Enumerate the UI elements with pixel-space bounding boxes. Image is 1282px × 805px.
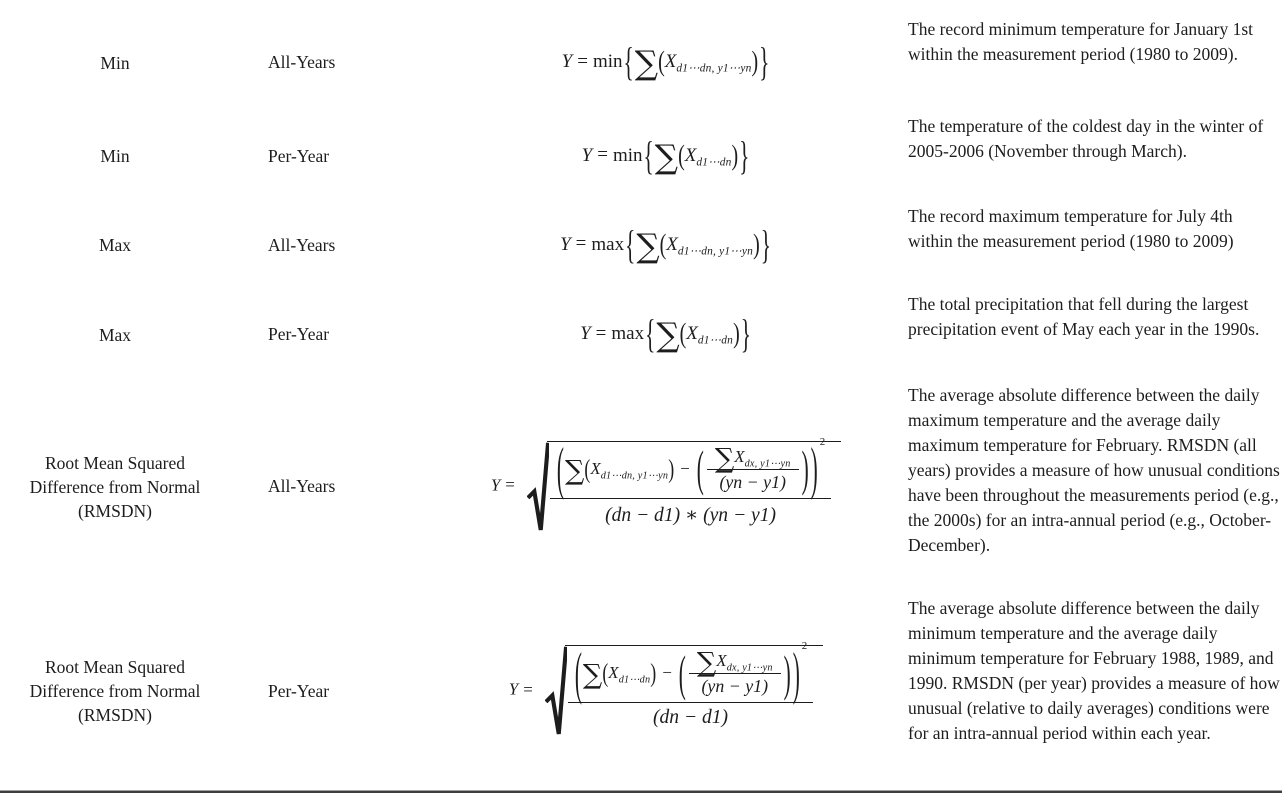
formula-cell: [430, 380, 902, 593]
left-paren: (: [678, 644, 686, 702]
inner-numerator: [689, 647, 781, 679]
equals-sign: =: [597, 144, 608, 166]
left-brace: {: [625, 221, 636, 267]
formula-min-all-years: [561, 38, 771, 85]
formula-cell: [430, 289, 902, 380]
math-subscript: d1⋯dn, y1⋯yn: [676, 62, 752, 75]
math-subscript: dx, y1⋯yn: [744, 458, 791, 470]
right-brace: }: [740, 310, 751, 357]
table-row: [0, 380, 1282, 593]
left-brace: {: [645, 310, 656, 357]
outer-denominator: (dn − d1): [568, 702, 813, 729]
equals-sign: =: [595, 322, 607, 344]
left-brace: {: [643, 132, 654, 178]
formula-max-per-year: [580, 310, 752, 357]
square-root: [545, 639, 823, 737]
right-paren: ): [733, 317, 740, 350]
function-name: Root Mean Squared Difference from Normal (RMSDN): [29, 452, 201, 521]
left-paren: (: [584, 453, 591, 483]
right-brace: }: [760, 221, 771, 267]
math-var-x: X: [608, 663, 619, 683]
math-subscript: d1⋯dn: [697, 334, 734, 347]
function-name: Min: [100, 52, 130, 73]
math-subscript: d1⋯dn: [618, 674, 651, 686]
summation-symbol: ∑: [656, 316, 680, 355]
example-description: The average absolute difference between the daily minimum temperature and the average daily minimum temperature for February 1988, 1989, and 1990. RMSDN (per year) provides a measure of how unusual (relative to daily averages) conditions were for an intra-annual period within each year.: [908, 598, 1280, 743]
math-var-x: X: [716, 651, 727, 671]
right-paren: ): [810, 435, 818, 502]
formula-max-all-years: [560, 221, 772, 267]
math-func: max: [611, 322, 645, 344]
inner-denominator: (yn − y1): [689, 673, 781, 697]
math-subscript: d1⋯dn, y1⋯yn: [677, 245, 754, 258]
left-paren: (: [678, 139, 685, 172]
math-var-x: X: [734, 446, 745, 466]
table-row: [0, 593, 1282, 789]
formula-cell: [430, 593, 902, 789]
minus-sign: −: [662, 663, 672, 683]
formula-cell: [430, 14, 902, 111]
equals-sign: =: [577, 50, 588, 72]
outer-denominator: (dn − d1) ∗ (yn − y1): [550, 498, 831, 527]
right-paren: ): [792, 639, 800, 706]
math-var-x: X: [684, 144, 697, 166]
math-var-x: X: [664, 50, 677, 72]
right-paren: ): [753, 228, 760, 261]
function-name: Root Mean Squared Difference from Normal (RMSDN): [29, 657, 201, 725]
math-var-y: Y: [561, 50, 573, 72]
period-label: Per-Year: [268, 680, 330, 701]
left-brace: {: [623, 38, 634, 85]
summation-symbol: ∑: [636, 226, 660, 265]
summation-symbol: ∑: [582, 659, 603, 691]
math-func: max: [591, 233, 625, 255]
example-description: The average absolute difference between the daily maximum temperature and the average daily maximum temperature for February. RMSDN (all years) provides a measure of how unusual conditions have been throughout the measurements period (e.g., the 2000s) for an intra-annual period (e.g., October-December).: [908, 385, 1280, 555]
radicand: [547, 435, 841, 533]
left-paren: (: [696, 440, 704, 497]
period-label: Per-Year: [268, 145, 330, 166]
example-description: The total precipitation that fell during the largest precipitation event of May each year in the 1990s.: [908, 294, 1260, 339]
radicand: [565, 639, 823, 737]
math-func: min: [612, 144, 643, 166]
radical-sign-icon: [527, 441, 549, 533]
equals-sign: =: [575, 233, 587, 255]
formula-min-per-year: [581, 132, 751, 178]
inner-numerator: [707, 443, 799, 475]
example-description: The temperature of the coldest day in the winter of 2005-2006 (November through March).: [908, 116, 1264, 161]
math-var-y: Y: [490, 475, 501, 495]
exponent: 2: [819, 435, 826, 448]
table-row: [0, 201, 1282, 289]
inner-denominator: (yn − y1): [707, 469, 799, 493]
left-paren: (: [602, 658, 609, 688]
table-row: [0, 289, 1282, 380]
right-paren: ): [731, 139, 739, 172]
period-label: All-Years: [268, 52, 336, 72]
summation-symbol: ∑: [696, 647, 717, 679]
right-paren: ): [751, 45, 759, 78]
math-subscript: d1⋯dn: [696, 156, 732, 169]
math-var-y: Y: [508, 679, 519, 699]
left-paren: (: [659, 228, 667, 261]
math-var-y: Y: [580, 322, 591, 344]
square-root: [527, 435, 841, 533]
example-description: The record minimum temperature for January 1st within the measurement period (1980 to 2009).: [908, 19, 1254, 64]
period-label: Per-Year: [268, 324, 330, 344]
outer-fraction: [568, 639, 813, 729]
math-var-y: Y: [560, 233, 571, 255]
period-label: All-Years: [268, 234, 336, 255]
table-row: [0, 14, 1282, 111]
math-var-x: X: [686, 322, 698, 344]
radical-sign-icon: [545, 645, 567, 737]
math-var-x: X: [590, 458, 601, 478]
right-paren: ): [668, 453, 675, 483]
exponent: 2: [801, 640, 808, 653]
right-brace: }: [739, 132, 750, 178]
table-row: [0, 111, 1282, 201]
table-bottom-rule: [0, 790, 1282, 793]
formula-rmsdn-per-year: [508, 639, 823, 737]
minus-sign: −: [680, 458, 690, 478]
summation-symbol: ∑: [654, 137, 679, 176]
formula-cell: [430, 201, 902, 289]
summation-symbol: ∑: [634, 44, 659, 83]
left-paren: (: [679, 317, 687, 350]
math-var-y: Y: [581, 144, 593, 166]
math-subscript: d1⋯dn, y1⋯yn: [600, 469, 669, 481]
outer-fraction: [550, 435, 831, 527]
math-subscript: dx, y1⋯yn: [726, 662, 773, 674]
equals-sign: =: [505, 475, 515, 495]
outer-numerator: [550, 435, 831, 502]
period-label: All-Years: [268, 476, 336, 496]
math-func: min: [592, 50, 623, 72]
summation-symbol: ∑: [714, 443, 735, 475]
math-var-x: X: [666, 233, 678, 255]
function-name: Max: [98, 324, 132, 345]
right-brace: }: [759, 38, 770, 85]
inner-fraction: [707, 443, 799, 493]
left-paren: (: [574, 639, 582, 706]
right-paren: ): [801, 440, 809, 497]
formula-rmsdn-all-years: [490, 435, 841, 533]
formula-cell: [430, 111, 902, 201]
left-paren: (: [658, 45, 665, 78]
example-description: The record maximum temperature for July 4th within the measurement period (1980 to 2009): [908, 206, 1234, 251]
right-paren: ): [783, 644, 791, 702]
inner-fraction: [689, 647, 781, 697]
function-name: Max: [98, 235, 132, 255]
left-paren: (: [556, 435, 564, 502]
summation-symbol: ∑: [564, 455, 585, 487]
equals-sign: =: [523, 679, 533, 699]
function-name: Min: [100, 146, 130, 166]
right-paren: ): [650, 658, 657, 688]
outer-numerator: [568, 639, 813, 706]
